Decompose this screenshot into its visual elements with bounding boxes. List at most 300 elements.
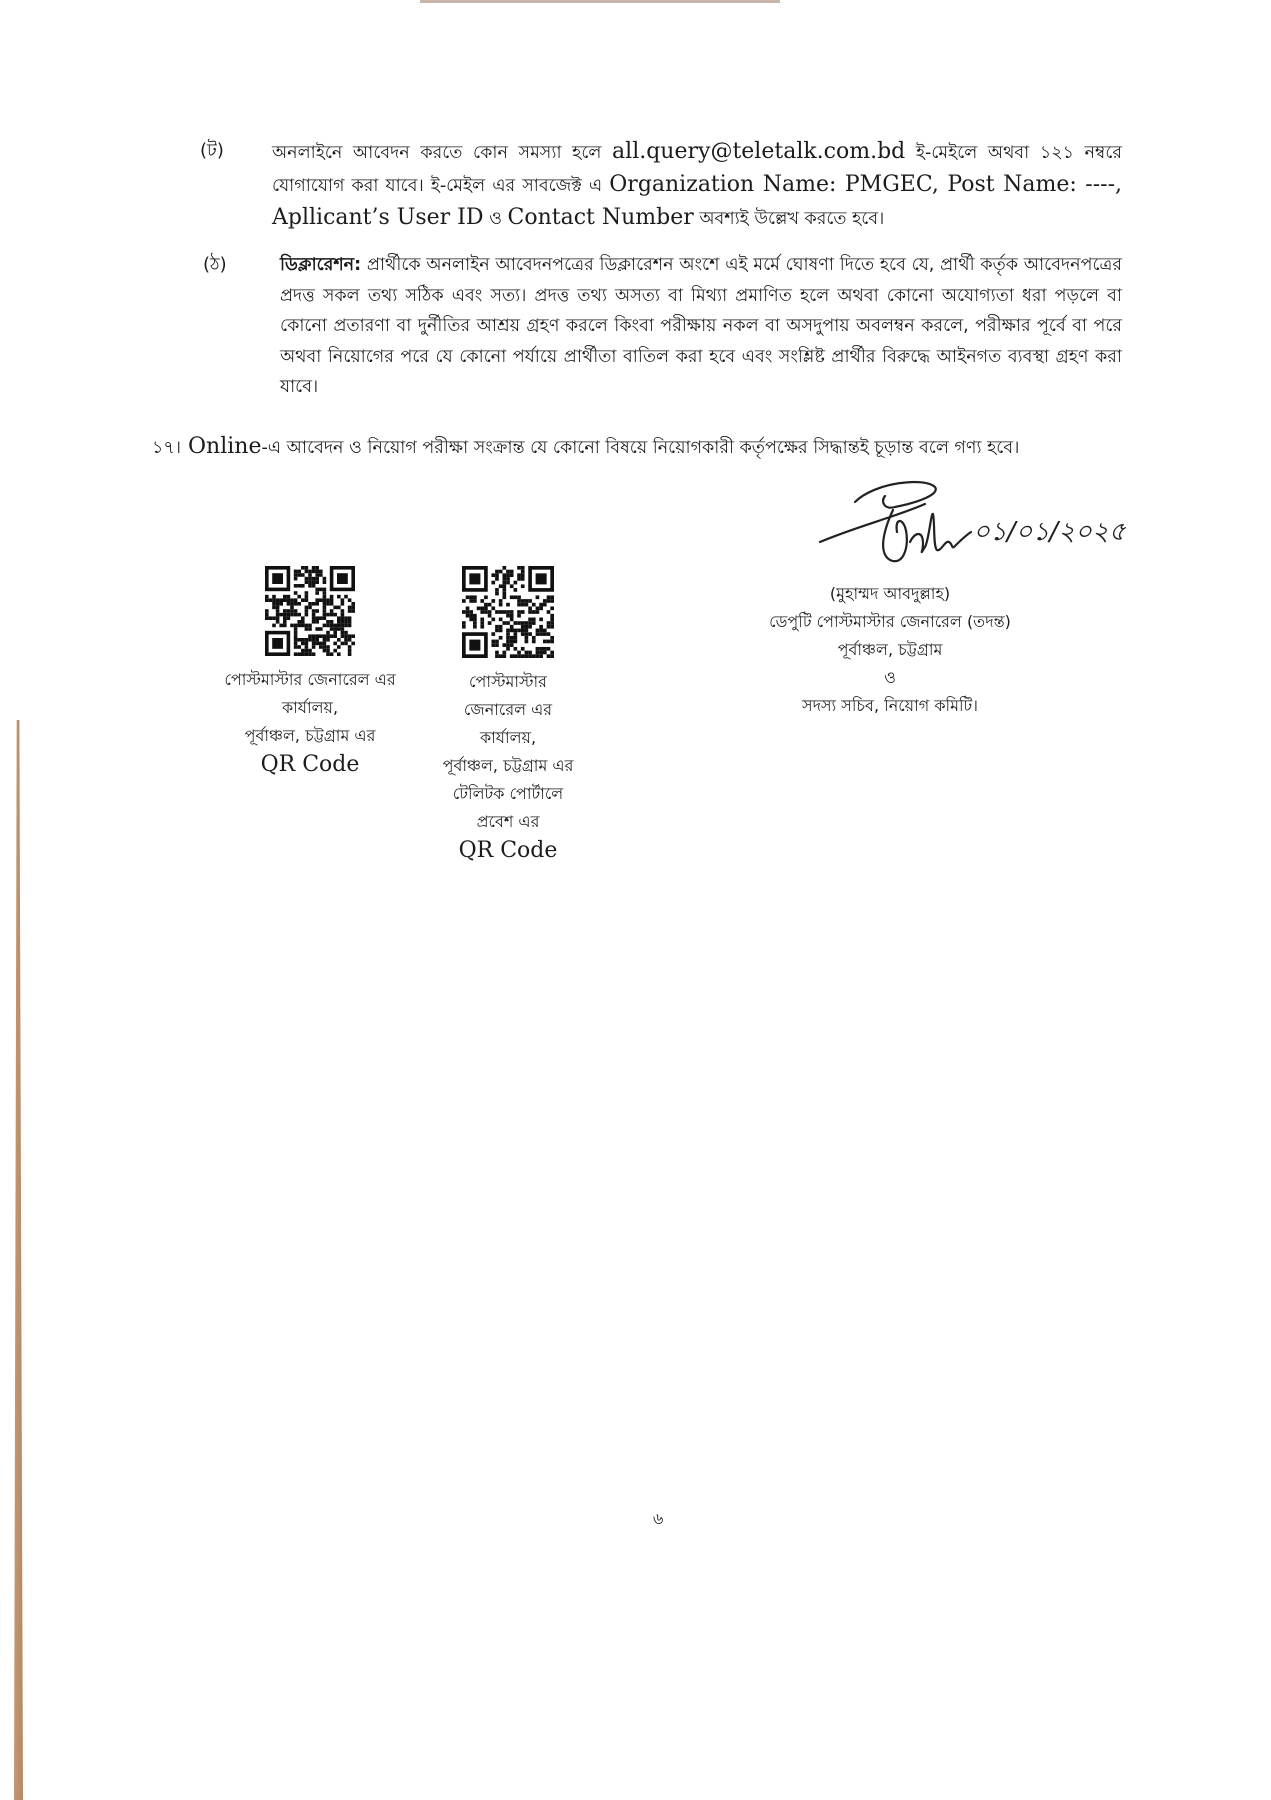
qr-module — [326, 652, 330, 656]
qr-module — [480, 618, 484, 622]
qr-module — [283, 616, 287, 620]
qr-module — [341, 602, 345, 606]
qr-module — [499, 570, 503, 574]
qr-module — [491, 606, 495, 610]
qr-module — [312, 577, 316, 581]
qr-module — [550, 625, 554, 629]
qr-block-office — [190, 566, 430, 780]
qr-module — [337, 606, 341, 610]
qr-module — [348, 616, 352, 620]
qr-module — [525, 640, 529, 644]
qr-module — [491, 581, 495, 585]
qr-module — [499, 654, 503, 658]
qr-module — [550, 636, 554, 640]
qr-module — [305, 642, 309, 646]
qr-module — [294, 609, 298, 613]
qr-module — [269, 616, 273, 620]
qr-module — [305, 591, 309, 595]
qr-module — [502, 577, 506, 581]
qr-module — [276, 598, 280, 602]
qr-teletalk-line-2: জেনারেল এর — [463, 700, 553, 719]
qr-module — [517, 566, 521, 570]
handwritten-signature — [815, 472, 1145, 582]
qr-module — [473, 614, 477, 618]
qr-module — [491, 640, 495, 644]
qr-module — [462, 599, 466, 603]
qr-module — [539, 603, 543, 607]
qr-module — [536, 629, 540, 633]
qr-module — [495, 570, 499, 574]
qr-module — [326, 598, 330, 602]
qr-module — [319, 645, 323, 649]
scan-edge-left — [14, 720, 23, 1800]
qr-module — [337, 620, 341, 624]
qr-module — [330, 620, 334, 624]
qr-module — [265, 613, 269, 617]
qr-module — [550, 654, 554, 658]
qr-module — [315, 573, 319, 577]
qr-module — [514, 636, 518, 640]
qr-module — [290, 606, 294, 610]
qr-module — [550, 621, 554, 625]
qr-module — [290, 602, 294, 606]
qr-module — [488, 610, 492, 614]
qr-module — [287, 602, 291, 606]
signatory-name: (মুহাম্মদ আবদুল্লাহ) — [829, 584, 951, 603]
qr-module — [525, 632, 529, 636]
qr-module — [344, 595, 348, 599]
qr-module — [305, 595, 309, 599]
qr-module — [506, 640, 510, 644]
qr-module — [337, 624, 341, 628]
qr-module — [348, 609, 352, 613]
qr-module — [543, 647, 547, 651]
qr-module — [294, 598, 298, 602]
qr-teletalk-line-4: পূর্বাঞ্চল, চট্টগ্রাম এর — [442, 756, 574, 775]
qr-module — [312, 634, 316, 638]
qr-module — [294, 631, 298, 635]
qr-module — [348, 645, 352, 649]
qr-module — [502, 584, 506, 588]
qr-module — [323, 591, 327, 595]
qr-module — [312, 620, 316, 624]
qr-office-caption: QR Code — [260, 752, 360, 777]
qr-module — [341, 609, 345, 613]
qr-module — [301, 573, 305, 577]
qr-module — [469, 618, 473, 622]
qr-module — [547, 595, 551, 599]
qr-module — [315, 570, 319, 574]
qr-module — [301, 616, 305, 620]
qr-module — [297, 652, 301, 656]
qr-module — [488, 614, 492, 618]
qr-module — [315, 591, 319, 595]
qr-module — [323, 588, 327, 592]
qr-module — [330, 652, 334, 656]
qr-module — [495, 577, 499, 581]
qr-module — [315, 566, 319, 570]
qr-module — [525, 603, 529, 607]
qr-module — [514, 632, 518, 636]
qr-module — [315, 638, 319, 642]
qr-module — [510, 643, 514, 647]
qr-module — [502, 610, 506, 614]
qr-module — [510, 610, 514, 614]
qr-module — [337, 645, 341, 649]
qr-finder-inner — [272, 638, 283, 649]
qr-finder-inner — [536, 573, 547, 584]
scan-edge-top — [420, 0, 780, 3]
qr-teletalk-line-1: পোস্টমাস্টার — [468, 672, 547, 691]
qr-module — [283, 620, 287, 624]
qr-module — [502, 581, 506, 585]
qr-module — [547, 625, 551, 629]
qr-module — [499, 610, 503, 614]
qr-module — [480, 625, 484, 629]
qr-module — [466, 595, 470, 599]
qr-module — [502, 592, 506, 596]
qr-module — [330, 627, 334, 631]
qr-module — [499, 599, 503, 603]
qr-module — [543, 632, 547, 636]
qr-module — [287, 595, 291, 599]
qr-module — [521, 621, 525, 625]
qr-module — [528, 606, 532, 610]
qr-module — [319, 627, 323, 631]
qr-module — [495, 651, 499, 655]
qr-module — [294, 645, 298, 649]
qr-module — [510, 654, 514, 658]
qr-module — [536, 595, 540, 599]
qr-module — [290, 598, 294, 602]
qr-module — [323, 595, 327, 599]
qr-module — [341, 631, 345, 635]
qr-module — [265, 595, 269, 599]
qr-module — [344, 634, 348, 638]
qr-module — [308, 580, 312, 584]
qr-module — [514, 647, 518, 651]
qr-module — [536, 647, 540, 651]
qr-module — [283, 624, 287, 628]
qr-module — [330, 595, 334, 599]
qr-module — [514, 581, 518, 585]
qr-module — [330, 602, 334, 606]
qr-module — [539, 632, 543, 636]
qr-module — [333, 634, 337, 638]
qr-module — [333, 606, 337, 610]
qr-module — [312, 652, 316, 656]
qr-module — [510, 570, 514, 574]
qr-module — [315, 620, 319, 624]
qr-module — [323, 624, 327, 628]
qr-module — [517, 614, 521, 618]
qr-module — [348, 606, 352, 610]
qr-module — [521, 577, 525, 581]
qr-module — [323, 598, 327, 602]
qr-module — [312, 570, 316, 574]
qr-module — [348, 638, 352, 642]
qr-module — [348, 620, 352, 624]
qr-module — [477, 606, 481, 610]
qr-module — [506, 629, 510, 633]
qr-module — [283, 598, 287, 602]
qr-module — [341, 627, 345, 631]
qr-module — [308, 649, 312, 653]
qr-module — [495, 629, 499, 633]
qr-module — [536, 632, 540, 636]
qr-module — [323, 645, 327, 649]
qr-module — [294, 584, 298, 588]
qr-module — [326, 645, 330, 649]
qr-module — [528, 610, 532, 614]
qr-module — [272, 595, 276, 599]
qr-module — [305, 649, 309, 653]
qr-module — [351, 609, 355, 613]
item-17-online: Online — [181, 434, 262, 459]
qr-module — [514, 588, 518, 592]
qr-module — [269, 598, 273, 602]
qr-module — [532, 640, 536, 644]
qr-module — [488, 621, 492, 625]
qr-module — [308, 634, 312, 638]
qr-module — [550, 595, 554, 599]
qr-module — [312, 642, 316, 646]
qr-module — [294, 634, 298, 638]
qr-module — [312, 580, 316, 584]
qr-module — [323, 613, 327, 617]
qr-module — [276, 606, 280, 610]
qr-module — [283, 613, 287, 617]
qr-finder-inner — [469, 573, 480, 584]
qr-module — [301, 584, 305, 588]
qr-module — [499, 629, 503, 633]
qr-module — [341, 634, 345, 638]
qr-module — [506, 636, 510, 640]
qr-module — [506, 647, 510, 651]
qr-module — [287, 609, 291, 613]
qr-module — [502, 621, 506, 625]
qr-module — [521, 632, 525, 636]
qr-module — [337, 652, 341, 656]
qr-module — [521, 603, 525, 607]
qr-module — [517, 621, 521, 625]
qr-module — [473, 595, 477, 599]
qr-module — [276, 602, 280, 606]
qr-module — [521, 629, 525, 633]
qr-module — [543, 599, 547, 603]
qr-module — [525, 651, 529, 655]
qr-module — [517, 577, 521, 581]
qr-module — [506, 577, 510, 581]
qr-module — [323, 634, 327, 638]
qr-module — [305, 609, 309, 613]
qr-module — [466, 606, 470, 610]
qr-module — [521, 654, 525, 658]
qr-office-line-3: পূর্বাঞ্চল, চট্টগ্রাম এর — [244, 726, 376, 745]
qr-module — [305, 624, 309, 628]
qr-module — [510, 629, 514, 633]
qr-module — [539, 618, 543, 622]
qr-module — [319, 598, 323, 602]
qr-module — [484, 603, 488, 607]
qr-module — [287, 598, 291, 602]
qr-module — [319, 570, 323, 574]
qr-module — [344, 631, 348, 635]
qr-module — [308, 606, 312, 610]
qr-module — [312, 566, 316, 570]
qr-module — [294, 627, 298, 631]
qr-module — [294, 613, 298, 617]
qr-module — [528, 621, 532, 625]
qr-module — [491, 573, 495, 577]
qr-module — [315, 598, 319, 602]
qr-module — [491, 643, 495, 647]
help-text-4: অবশ্যই উল্লেখ করতে হবে। — [693, 209, 885, 229]
qr-module — [499, 625, 503, 629]
qr-module — [294, 638, 298, 642]
qr-module — [351, 642, 355, 646]
qr-module — [305, 652, 309, 656]
qr-module — [491, 599, 495, 603]
qr-module — [283, 595, 287, 599]
qr-module — [495, 588, 499, 592]
declaration-text: প্রার্থীকে অনলাইন আবেদনপত্রের ডিক্লারেশন অংশে এই মর্মে ঘোষণা দিতে হবে যে, প্রার্থী কর্তৃক আবেদনপত্রের প্রদত্ত সকল তথ্য সঠিক এবং সত্য। প্রদত্ত তথ্য অসত্য বা মিথ্যা প্রমাণিত হলে অথবা কোনো অযোগ্যতা ধরা পড়লে বা কোনো প্রতারণা বা দুর্নীতির আশ্রয় গ্রহণ করলে কিংবা পরীক্ষায় নকল বা অসদুপায় অবলম্বন করলে, পরীক্ষার পূর্বে বা পরে অথবা নিয়োগের পরে যে কোনো পর্যায়ে প্রার্থীতা বাতিল করা হবে এবং সংশ্লিষ্ট প্রার্থীর বিরুদ্ধে আইনগত ব্যবস্থা গ্রহণ করা যাবে। — [280, 255, 1122, 397]
qr-module — [287, 613, 291, 617]
qr-module — [539, 606, 543, 610]
qr-module — [491, 618, 495, 622]
qr-module — [521, 647, 525, 651]
qr-module — [466, 614, 470, 618]
qr-module — [532, 610, 536, 614]
qr-module — [506, 614, 510, 618]
qr-module — [297, 613, 301, 617]
qr-module — [326, 624, 330, 628]
qr-module — [469, 595, 473, 599]
qr-module — [536, 606, 540, 610]
qr-module — [525, 636, 529, 640]
signature-date: ০১/০১/২০২৫ — [973, 517, 1126, 547]
qr-module — [301, 620, 305, 624]
qr-module — [550, 640, 554, 644]
qr-module — [279, 598, 283, 602]
qr-module — [341, 620, 345, 624]
qr-module — [279, 613, 283, 617]
qr-module — [294, 642, 298, 646]
qr-module — [521, 584, 525, 588]
qr-module — [308, 624, 312, 628]
qr-module — [539, 651, 543, 655]
qr-module — [308, 652, 312, 656]
qr-module — [539, 647, 543, 651]
qr-module — [495, 625, 499, 629]
qr-module — [333, 613, 337, 617]
qr-module — [484, 595, 488, 599]
qr-module — [337, 595, 341, 599]
qr-office-line-2: কার্যালয়, — [281, 698, 339, 717]
qr-module — [315, 580, 319, 584]
qr-module — [330, 598, 334, 602]
qr-module — [521, 610, 525, 614]
qr-module — [495, 610, 499, 614]
qr-module — [323, 649, 327, 653]
qr-module — [294, 591, 298, 595]
qr-module — [510, 614, 514, 618]
qr-module — [276, 616, 280, 620]
qr-module — [279, 602, 283, 606]
qr-module — [499, 618, 503, 622]
help-text-1: অনলাইনে আবেদন করতে কোন সমস্যা হলে — [272, 143, 613, 163]
qr-module — [297, 638, 301, 642]
qr-module — [495, 640, 499, 644]
qr-module — [547, 640, 551, 644]
qr-module — [528, 632, 532, 636]
item-17-text: -এ আবেদন ও নিয়োগ পরীক্ষা সংক্রান্ত যে কোনো বিষয়ে নিয়োগকারী কর্তৃপক্ষের সিদ্ধান্তই চূড়ান্ত বলে গণ্য হবে। — [261, 438, 1020, 458]
qr-module — [301, 642, 305, 646]
qr-module — [272, 624, 276, 628]
qr-module — [517, 654, 521, 658]
qr-module — [502, 595, 506, 599]
qr-module — [305, 645, 309, 649]
qr-module — [283, 609, 287, 613]
qr-module — [547, 632, 551, 636]
qr-module — [484, 606, 488, 610]
qr-module — [326, 631, 330, 635]
qr-module — [506, 581, 510, 585]
qr-module — [333, 624, 337, 628]
help-contact-number: Contact Number — [507, 205, 694, 230]
qr-module — [525, 625, 529, 629]
qr-module — [517, 651, 521, 655]
qr-module — [330, 624, 334, 628]
qr-module — [539, 654, 543, 658]
qr-module — [510, 636, 514, 640]
qr-module — [539, 625, 543, 629]
qr-module — [305, 627, 309, 631]
qr-module — [532, 636, 536, 640]
qr-module — [348, 649, 352, 653]
qr-code-teletalk-portal[interactable] — [462, 566, 554, 658]
qr-module — [521, 566, 525, 570]
signatory-region: পূর্বাঞ্চল, চট্টগ্রাম — [837, 640, 943, 659]
qr-module — [297, 570, 301, 574]
qr-module — [348, 598, 352, 602]
signatory-designation: ডেপুটি পোস্টমাস্টার জেনারেল (তদন্ত) — [769, 612, 1011, 631]
qr-module — [294, 570, 298, 574]
qr-module — [323, 606, 327, 610]
qr-code-office[interactable] — [264, 566, 356, 656]
qr-module — [510, 625, 514, 629]
qr-module — [344, 620, 348, 624]
qr-module — [337, 627, 341, 631]
qr-module — [323, 642, 327, 646]
qr-module — [341, 624, 345, 628]
qr-module — [536, 610, 540, 614]
qr-module — [319, 634, 323, 638]
qr-module — [528, 651, 532, 655]
signatory-conjunction: ও — [884, 668, 896, 687]
qr-module — [341, 598, 345, 602]
qr-module — [510, 640, 514, 644]
help-email: all.query@teletalk.com.bd — [612, 139, 906, 164]
item-17-number: ১৭। — [152, 438, 181, 458]
qr-module — [525, 654, 529, 658]
qr-module — [326, 620, 330, 624]
qr-module — [543, 651, 547, 655]
qr-module — [323, 577, 327, 581]
qr-module — [510, 573, 514, 577]
qr-module — [521, 573, 525, 577]
qr-module — [305, 580, 309, 584]
